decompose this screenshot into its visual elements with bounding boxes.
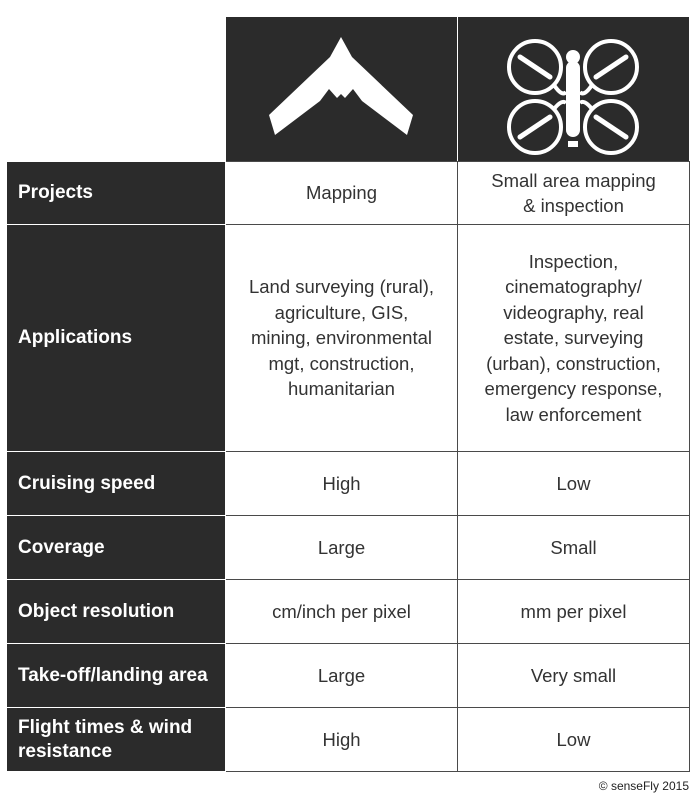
row-label: Applications	[7, 225, 225, 451]
quadcopter-drone-icon	[458, 17, 689, 161]
fixed-wing-value: Land surveying (rural), agriculture, GIS, mining, environmental mgt, construction, humanitarian	[248, 276, 435, 400]
row-label: Cruising speed	[7, 452, 225, 515]
fixed-wing-value: Large	[317, 664, 366, 686]
fixed-wing-drone-icon	[226, 17, 457, 161]
fixed-wing-value: cm/inch per pixel	[272, 600, 411, 622]
grid-line	[226, 643, 690, 644]
grid-line	[226, 515, 690, 516]
rotary-value: Low	[556, 472, 591, 494]
table-row-object-resolution	[7, 580, 689, 643]
rotary-value: Inspection, cinematography/ videography, real estate, surveying (urban), construction, emergency response, law enforcement	[484, 250, 663, 425]
fixed-wing-value: High	[322, 472, 361, 494]
copyright-credit: © senseFly 2015	[598, 779, 689, 793]
table-row-applications	[7, 225, 689, 451]
header-fixed-wing	[226, 17, 457, 161]
row-label: Object resolution	[7, 580, 225, 643]
table-row-flight-times	[7, 708, 689, 771]
fixed-wing-value: High	[322, 728, 361, 750]
table-row-projects	[7, 162, 689, 224]
rotary-value: Low	[556, 728, 591, 750]
grid-line	[226, 579, 690, 580]
rotary-value: Small area mapping & inspection	[491, 169, 656, 216]
rotary-value: mm per pixel	[520, 600, 627, 622]
row-label: Take-off/landing area	[7, 644, 225, 707]
fixed-wing-value: Mapping	[306, 182, 377, 204]
grid-line	[226, 224, 690, 225]
rotary-value: Small	[550, 536, 597, 558]
fixed-wing-value: Large	[317, 536, 366, 558]
row-label: Projects	[7, 162, 225, 224]
row-label: Coverage	[7, 516, 225, 579]
grid-line	[226, 451, 690, 452]
grid-line	[226, 707, 690, 708]
header-quadcopter	[458, 17, 689, 161]
grid-line	[226, 771, 690, 772]
table-row-coverage	[7, 516, 689, 579]
row-label: Flight times & wind resistance	[7, 708, 225, 771]
rotary-value: Very small	[530, 664, 617, 686]
grid-line	[457, 161, 458, 772]
grid-line	[226, 161, 690, 162]
table-row-takeoff-landing-area	[7, 644, 689, 707]
grid-line	[689, 161, 690, 772]
table-row-cruising-speed	[7, 452, 689, 515]
